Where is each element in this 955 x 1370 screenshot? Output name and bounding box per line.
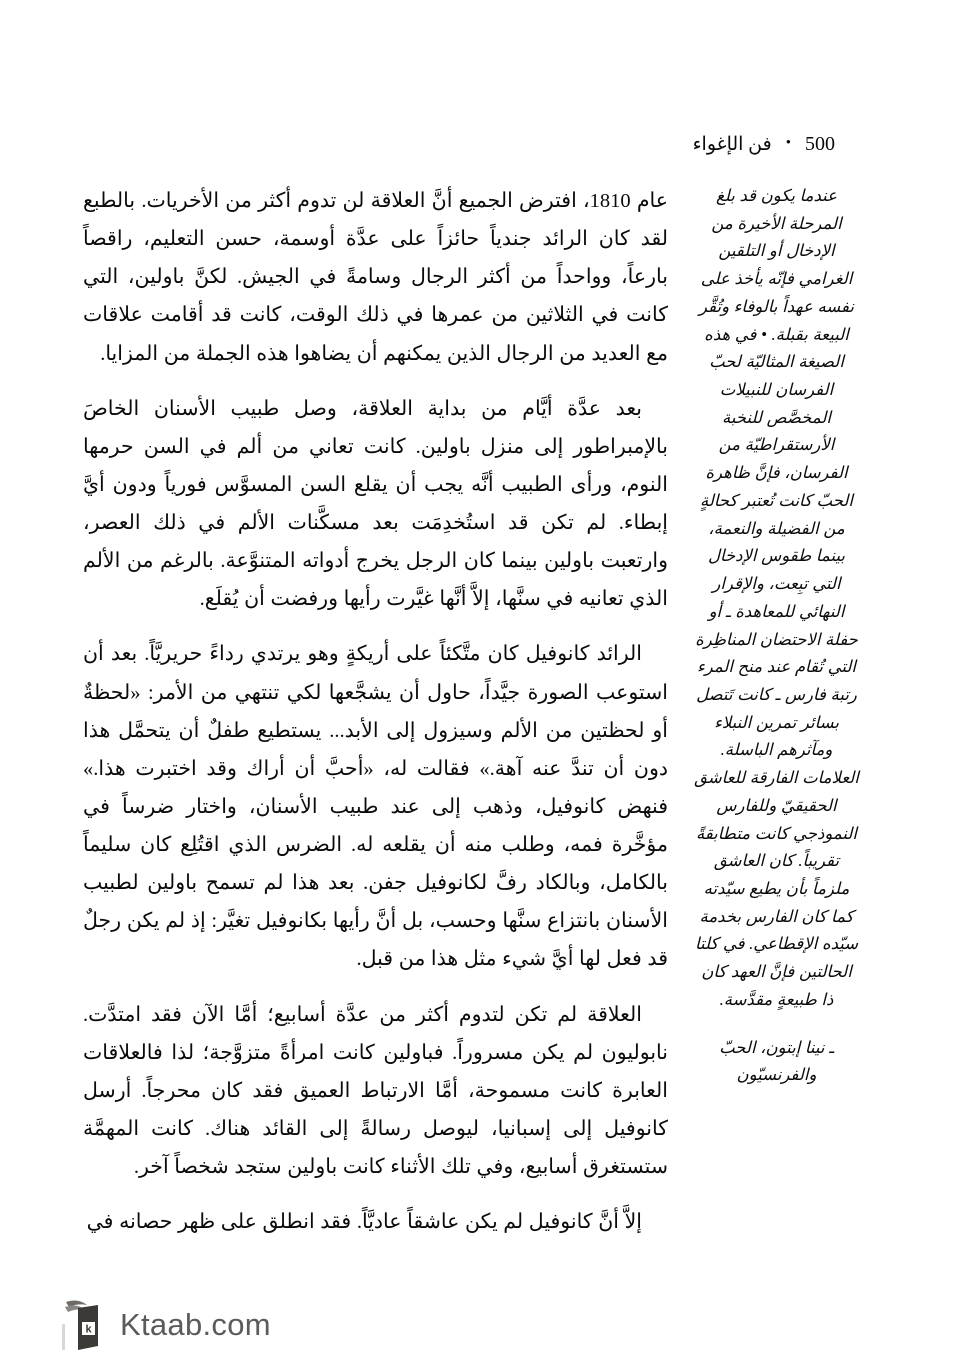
margin-note	[694, 182, 859, 1252]
paragraph: بعد عدَّة أيَّام من بداية العلاقة، وصل طبيب الأسنان الخاصَ بالإمبراطور إلى منزل باولين. كانت تعاني من ألم في السن حرمها النوم، ورأى الطبيب أنَّه يجب أن يقلع السن المسوَّس فورياً ودون أيَّ إبطاء. لم تكن قد استُخدِمَت بعد مسكَّنات الألم في ذلك العصر، وارتعبت باولين بينما كان الرجل يخرج أدواته المتنوَّعة. بالرغم من الألم الذي تعانيه في سنَّها، إلاَّ أنَّها غيَّرت رأيها ورفضت أن يُقلَع.	[83, 397, 668, 611]
margin-note-attribution: ـ نينا إبتون، الحبّ والفرنسيّون	[719, 1037, 834, 1085]
paragraph: العلاقة لم تكن لتدوم أكثر من عدَّة أسابيع؛ أمَّا الآن فقد امتدَّت. نابوليون لم يكن مسروراً. فباولين كانت امرأةً متزوَّجة؛ لذا فالعلاقات العابرة كانت مسموحة، أمَّا الارتباط العميق فقد كان محرجاً. أرسل كانوفيل إلى إسبانيا، ليوصل رسالةً إلى القائد هناك. كانت المهمَّة ستستغرق أسابيع، وفي تلك الأثناء كانت باولين ستجد شخصاً آخر.	[83, 1003, 668, 1178]
running-head-separator: •	[785, 135, 791, 151]
book-icon	[62, 1296, 108, 1352]
book-title: فن الإغواء	[692, 134, 772, 155]
page-body	[83, 182, 859, 1252]
svg-text:k: k	[85, 1323, 92, 1336]
paragraph: عام 1810، افترض الجميع أنَّ العلاقة لن تدوم أكثر من الأخريات. بالطبع لقد كان الرائد جندياً حائزاً على عدَّة أوسمة، حسن التعليم، راقصاً بارعاً، وواحداً من أكثر الرجال وسامةً في الجيش. لكنَّ باولين، التي كانت في الثلاثين من عمرها في ذلك الوقت، كانت قد أقامت علاقات مع العديد من الرجال الذين يمكنهم أن يضاهوا هذه الجملة من المزايا.	[83, 190, 668, 365]
watermark-label: Ktaab.com	[120, 1306, 271, 1342]
paragraph: إلاَّ أنَّ كانوفيل لم يكن عاشقاً عاديَّاً. فقد انطلق على ظهر حصانه في	[86, 1211, 642, 1234]
main-text-column	[83, 182, 668, 1252]
ktaab-watermark	[62, 1296, 271, 1352]
margin-note-text: عندما يكون قد بلغ المرحلة الأخيرة من الإدخال أو التلقين الغرامي فإنّه يأخذ على نفسه عهداً بالوفاء وتُقَّر البيعة بقبلة. • في هذه الصيغة المثاليّة لحبّ الفرسان للنبيلات المخصَّص للنخبة الأرستقراطيّة من الفرسان، فإنَّ ظاهرة الحبّ كانت تُعتبر كحالةٍ من الفضيلة والنعمة، بينما طقوس الإدخال التي تبِعت، والإقرار النهائي للمعاهدة ـ أو حفلة الاحتضان المناظِرة التي تُقام عند منح المرء رتبة فارس ـ كانت تَتصل بسائر تمرين النبلاء ومآثرهم الباسلة. العلامات الفارقة للعاشق الحقيقيّ وللفارس النموذجي كانت متطابقةً تقريباً. كان العاشق ملزماً بأن يطيع سيّدته كما كان الفارس بخدمة سيّده الإقطاعي. في كلتا الحالتين فإنَّ العهد كان ذا طبيعةٍ مقدَّسة.	[694, 186, 859, 1009]
paragraph: الرائد كانوفيل كان متَّكئاً على أريكةٍ وهو يرتدي رداءً حريريَّاً. بعد أن استوعب الصورة جيَّداً، حاول أن يشجَّعها لكي تنتهي من الأمر: «لحظةٌ أو لحظتين من الألم وسيزول إلى الأبد... يستطيع طفلٌ أن يتحمَّل هذا دون أن تندَّ عنه آهة.» فقالت له، «أحبَّ أن أراك وقد اختبرت هذا.» فنهض كانوفيل، وذهب إلى عند طبيب الأسنان، واختار ضرساً في مؤخَّرة فمه، وطلب منه أن يقلعه له. الضرس الذي اقتُلِع كان سليماً بالكامل، وبالكاد رفَّ لكانوفيل جفن. بعد هذا لم تسمح باولين لطبيب الأسنان بانتزاع سنَّها وحسب، بل أنَّ رأيها بكانوفيل تغيَّر: إذ لم يكن رجلٌ قد فعل لها أيَّ شيء مثل هذا من قبل.	[83, 643, 668, 971]
running-head	[120, 133, 835, 156]
page-number: 500	[805, 133, 835, 155]
